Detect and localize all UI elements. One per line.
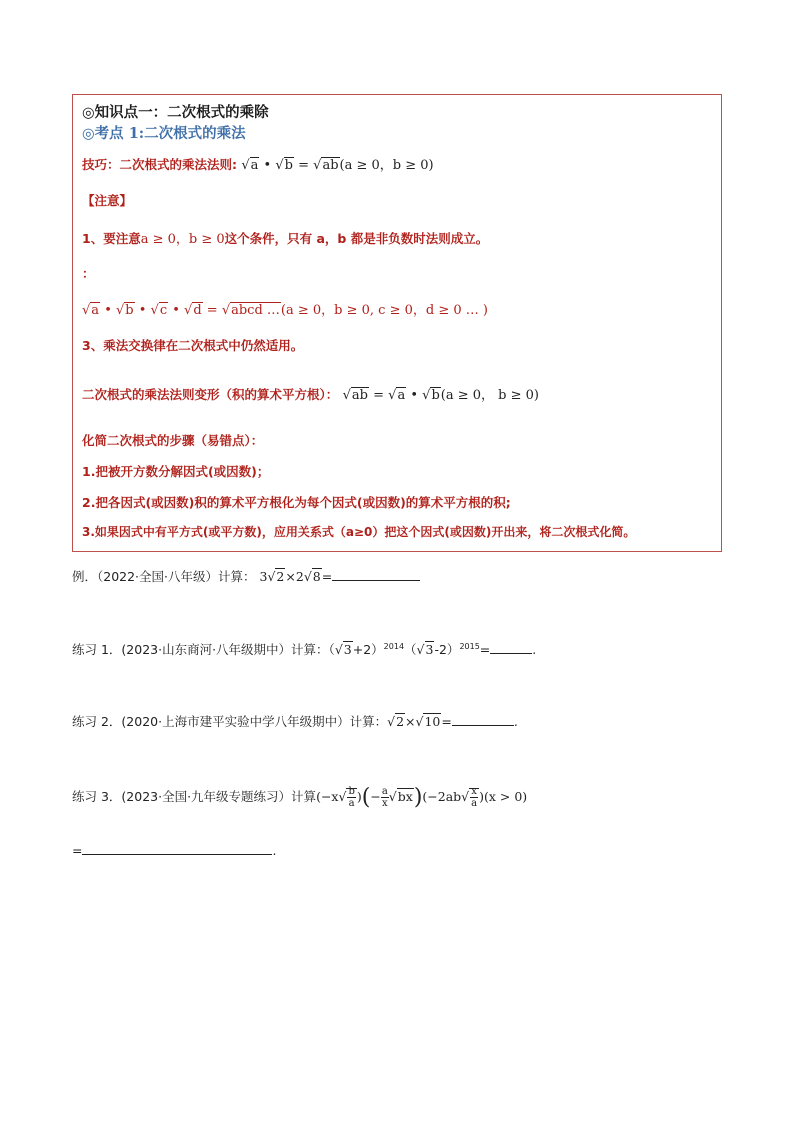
note-2-label: ：: [82, 266, 95, 281]
step-3: 3.如果因式中有平方式(或平方数)，应用关系式（a≥0）把这个因式(或因数)开出来，将二次根式化简。: [82, 525, 636, 539]
answer-blank[interactable]: [332, 568, 420, 581]
variant-line: 二次根式的乘法法则变形（积的算术平方根）： √ab = √a • √b(a ≥ 0， b ≥ 0): [82, 387, 540, 403]
note-2-formula: √a • √b • √c • √d = √abcd …(a ≥ 0，b ≥ 0, c ≥ 0，d ≥ 0 … ): [82, 303, 488, 318]
topic-subheading: ◎考点 1:二次根式的乘法: [82, 125, 246, 142]
note-1: 1、要注意a ≥ 0，b ≥ 0这个条件，只有 a，b 都是非负数时法则成立。: [82, 231, 489, 247]
note-heading: 【注意】: [82, 193, 133, 208]
answer-blank[interactable]: [452, 713, 514, 726]
tip-line: [82, 154, 434, 173]
step-1: 1.把被开方数分解因式(或因数)；: [82, 464, 270, 479]
answer-blank[interactable]: [82, 842, 272, 855]
tip-formula: √a • √b = √ab(a ≥ 0，b ≥ 0): [241, 158, 434, 173]
knowledge-heading: ◎知识点一：二次根式的乘除: [82, 104, 269, 121]
practice-3: 练习 3．(2023·全国·九年级专题练习）计算(−x√ $\frac{b}{a}$ )(− $\frac{a}{x}$ √bx)(−2ab√ $\frac{x}{a}$ )(x > 0): [72, 785, 528, 810]
practice-1: 练习 1．(2023·山东商河·八年级期中）计算：$(√3+2)^{2014}(√3-2)^{2015}=$ .: [72, 641, 537, 657]
note-3: 3、乘法交换律在二次根式中仍然适用。: [82, 338, 304, 353]
step-2: 2.把各因式(或因数)积的算术平方根化为每个因式(或因数)的算术平方根的积;: [82, 495, 511, 510]
example-problem: 例．（2022·全国·八年级）计算： 3√2×2√8=: [72, 567, 420, 585]
answer-blank[interactable]: [490, 641, 532, 654]
steps-heading: 化简二次根式的步骤（易错点）：: [82, 433, 264, 448]
practice-3-answer: = .: [72, 843, 277, 858]
tip-label: 技巧：二次根式的乘法法则:: [82, 157, 237, 172]
practice-2: 练习 2．(2020·上海市建平实验中学八年级期中）计算：√2×√10= .: [72, 714, 518, 729]
